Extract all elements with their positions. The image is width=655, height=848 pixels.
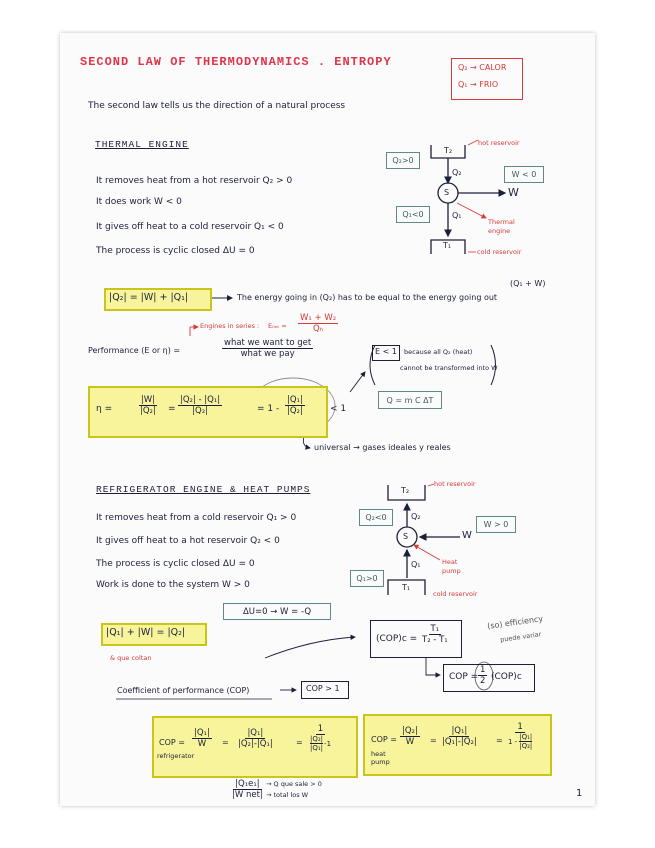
universal-note: universal → gases ideales y reales (314, 443, 451, 452)
cop-half-rhs: (COP)c (491, 672, 522, 682)
energy-text: The energy going in (Q₂) has to be equal to the energy going out (237, 293, 498, 302)
thermal-q2: Q₂ (452, 168, 462, 177)
engines-series-fraction: $\frac{\text{W₁ + W₂}}{\text{Qₕ}}$ (300, 313, 337, 334)
ref-bullet-1: It removes heat from a cold reservoir Q₁ > 0 (96, 513, 297, 523)
perf-note-1b: because all Q₂ (heat) (404, 348, 473, 356)
ref-t2: T₂ (401, 486, 410, 495)
eq-sign-3: = (296, 738, 303, 747)
refrigerator-tag: refrigerator (157, 752, 195, 760)
refrigerator-heading: REFRIGERATOR ENGINE & HEAT PUMPS (96, 484, 311, 495)
ref-equation: |Q₁| + |W| = |Q₂| (106, 627, 186, 638)
q1-positive-box: Q₁>0 (350, 570, 384, 587)
copc-note: (so) efficiency (486, 614, 544, 631)
thermal-w: W (508, 186, 519, 199)
performance-fraction: what we want to get what we pay (224, 338, 312, 359)
ref-bullet-4: Work is done to the system W > 0 (96, 580, 250, 590)
engines-series-a: Engines in series : (200, 322, 260, 330)
eta-one-minus: = 1 - (257, 404, 280, 414)
ref-bullet-2: It gives off heat to a hot reservoir Q₂ < 0 (96, 536, 280, 546)
eq-sign-2: = (222, 738, 229, 747)
page-title: SECOND LAW OF THERMODYNAMICS . ENTROPY (80, 55, 392, 69)
ref-cold-label: cold reservoir (433, 590, 478, 598)
thermal-bullet-4: The process is cyclic closed ΔU = 0 (96, 246, 255, 256)
hp-frac-3: 1 1 - |Q₁| |Q₂| (508, 722, 533, 750)
eta-lt-1: < 1 (330, 404, 347, 414)
eq-sign-4: = (430, 736, 437, 745)
thermal-bullet-1: It removes heat from a hot reservoir Q₂ > 0 (96, 176, 293, 186)
thermal-s: S (444, 188, 450, 197)
eta-frac-3: $\frac{\text{|Q₁|}}{\text{|Q₂|}}$ (287, 395, 303, 416)
ref-frac-3: 1 |Q₂| |Q₁| -1 (310, 724, 332, 752)
thermal-bullet-2: It does work W < 0 (96, 197, 182, 207)
w-negative-box: W < 0 (504, 166, 544, 183)
thermal-engine-label: Thermal engine (488, 218, 515, 235)
cop-half-lhs: COP = (449, 672, 479, 682)
ref-frac-2: $\frac{\text{|Q₁|}}{\text{|Q₂|-|Q₁|}}$ (238, 728, 273, 749)
intro-text: The second law tells us the direction of a natural process (88, 101, 346, 111)
q1-negative-box: Q₁<0 (396, 206, 430, 223)
hp-frac-1: $\frac{\text{|Q₂|}}{W}$ (402, 726, 418, 747)
heat-pump-label: Heat pump (442, 558, 461, 575)
copc-note-2: puede variar (499, 630, 542, 644)
thermal-hot-label: hot reservoir (478, 139, 520, 147)
ref-eq-note: & que coltan (110, 654, 152, 662)
ref-w: W (462, 530, 472, 541)
bottom-fraction: |Q₁e₁| |W net| (232, 779, 263, 800)
thermal-bullet-3: It gives off heat to a cold reservoir Q₁ < 0 (96, 222, 284, 232)
cop-gt: COP > 1 (306, 684, 340, 693)
performance-label: Performance (E or η) = (88, 346, 181, 355)
eq-sign-5: = (496, 736, 503, 745)
copc-fraction: $\frac{\text{T₁}}{\text{T₂ - T₁}}$ (422, 624, 448, 645)
ref-q1: Q₁ (411, 560, 421, 569)
eta-frac-2: $\frac{\text{|Q₂| - |Q₁|}}{\text{|Q₂|}}$ (180, 395, 221, 416)
ref-bullet-3: The process is cyclic closed ΔU = 0 (96, 559, 255, 569)
engines-series-b: E₀ₑₜ = (268, 322, 287, 330)
legend-q2: Q₂ → CALOR (458, 63, 507, 72)
eta-frac-1: $\frac{|W|}{\text{|Q₂|}}$ (140, 395, 156, 416)
energy-note: (Q₁ + W) (510, 279, 546, 288)
thermal-t2: T₂ (444, 146, 453, 155)
w-positive-box: W > 0 (476, 516, 516, 533)
q2-positive-box: Q₂>0 (386, 152, 420, 169)
ref-q2: Q₂ (411, 512, 421, 521)
ref-cop-lhs: COP = (159, 738, 185, 747)
heat-pump-tag: heat pump (371, 750, 390, 766)
perf-note-1a: E < 1 (375, 347, 397, 356)
ref-s: S (403, 532, 409, 541)
ref-frac-1: $\frac{\text{|Q₁|}}{W}$ (194, 728, 210, 749)
ref-hot-label: hot reservoir (434, 480, 476, 488)
cop-label: Coefficient of performance (COP) (117, 686, 250, 695)
qmc-box: Q = m C ΔT (378, 391, 442, 409)
page-number: 1 (576, 788, 583, 799)
eta-label: η = (96, 404, 113, 414)
q2-negative-box: Q₂<0 (359, 509, 393, 526)
thermal-t1: T₁ (443, 241, 452, 250)
cop-half-fraction: $\frac{1}{2}$ (480, 665, 486, 686)
perf-note-2: cannot be transformed into W (400, 364, 498, 372)
copc-lhs: (COP)c = (376, 634, 418, 644)
legend-q1: Q₁ → FRIO (458, 80, 499, 89)
bottom-note-b: → total los W (266, 791, 309, 799)
bottom-note-a: → Q que sale > 0 (266, 780, 322, 788)
ref-t1: T₁ (402, 583, 411, 592)
thermal-q1: Q₁ (452, 211, 462, 220)
eq-sign-1: = (168, 404, 176, 414)
hp-cop-lhs: COP = (371, 735, 397, 744)
du-wq-box: ΔU=0 → W = -Q (223, 603, 331, 620)
thermal-engine-heading: THERMAL ENGINE (95, 139, 189, 150)
thermal-cold-label: cold reservoir (477, 248, 522, 256)
energy-equation: |Q₂| = |W| + |Q₁| (109, 292, 189, 303)
hp-frac-2: $\frac{\text{|Q₁|}}{\text{|Q₁|-|Q₂|}}$ (442, 726, 477, 747)
